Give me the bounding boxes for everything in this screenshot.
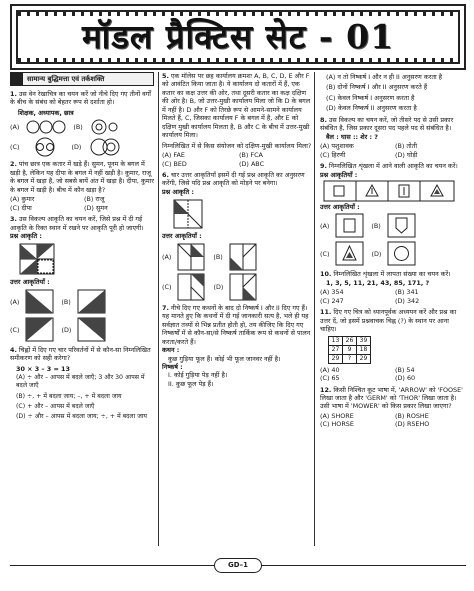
answer-figures-row-2 [10, 317, 154, 343]
problem-figure-icon [172, 198, 206, 230]
grid-row [329, 354, 371, 363]
question-text: पांच छात्र एक कतार में खड़े हैं। सुमन, पूनम के बगल में खड़ी है, लेकिन यह दीपा के बगल में नहीं खड़ी है। कुमार, राजू के बगल में खड़ा है, जो सबसे बायें अंत में खड़ा है। दीपा, कुमार के बगल में खड़ी है। बीच में कौन खड़ा है? [10, 160, 154, 194]
answer-figures-row-2 [162, 273, 312, 301]
option-b: (B) तोती [395, 142, 417, 151]
option-b: (B) राजू [84, 195, 105, 204]
option-c: (C) + और – आपस में बदले जाएँ [16, 402, 95, 410]
question-number: 1. [10, 90, 17, 98]
grid-row [329, 336, 371, 345]
option-a: (A) ÷ और – आपस में बदले जाएँ; 3 और 30 आपस में बदले जाएँ [16, 374, 145, 390]
title-banner [10, 4, 466, 70]
answer-figures-label: उत्तर आकृतियाँ : [162, 232, 202, 241]
option-d: (D) ÷ और – आपस में बदला जाय; ÷, + में बदला जाय [16, 413, 147, 420]
column-3 [320, 72, 466, 546]
grid-cell: 29 [357, 354, 371, 363]
option-d: (D) 60 [395, 374, 416, 383]
option-c: (C) 65 [320, 374, 340, 383]
option-a: (A) न तो निष्कर्ष I और न ही II अनुसरण करता है [326, 73, 443, 81]
question-number: 9. [320, 162, 327, 171]
option-b: (B) 341 [395, 288, 419, 297]
conclusion-label: निष्कर्ष : [162, 362, 183, 371]
conclusion-1: I. कोई गुड़िया पेड़ नहीं है। [168, 371, 228, 380]
answer-figures-row-1 [10, 289, 154, 315]
option-c: (C) 247 [320, 296, 344, 305]
question-9 [320, 162, 466, 267]
question-2 [10, 160, 154, 212]
column-2 [162, 72, 312, 546]
problem-figures-label: प्रश्न आकृतियाँ : [320, 170, 358, 179]
option-b-label: (B) [371, 222, 381, 231]
option-c-label: (C) [162, 282, 172, 291]
option-a-label: (A) [10, 297, 20, 306]
option-a-label: (A) [320, 222, 330, 231]
question-text: उस विकल्प का चयन करें, जो तीसरे पद से उसी प्रकार संबंधित है, जिस प्रकार दूसरा पद पहले पद से संबंधित है। [320, 115, 454, 133]
statement-text: कुछ गुड़िया फूल हैं। कोई भी फूल जानवर नहीं है। [168, 354, 281, 363]
question-11 [320, 308, 466, 382]
options [10, 195, 154, 212]
question-number: 11. [320, 308, 332, 317]
option-b: (B) 54 [395, 365, 415, 374]
grid-cell: ? [343, 354, 357, 363]
question-6 [162, 171, 312, 301]
question-text: नीचे दिए गए कथनों के बाद दो निष्कर्ष I और II दिए गए हैं। यह मानते हुए कि कथनों में दी गई जानकारी सत्य है, भले ही यह सर्वज्ञात तथ्यों से भिन्न प्रतीत होती हो, तय कीजिए कि दिए गए निष्कर्षों में से कौन-सा/से निष्कर्ष तार्किक रूप से कथनों से पालन करता/करते हैं। [162, 303, 311, 346]
question-text: उस विकल्प आकृति का चयन करें, जिसे प्रश्न में दी गई आकृति के रिक्त स्थान में रखने पर आकृति पूरी हो जाएगी। [10, 215, 144, 232]
question-7-options [320, 73, 466, 113]
question-text: उस वेन रेखाचित्र का चयन करें जो नीचे दिए गए तीनों वर्गों के बीच के संबंध को बेहतर रूप से दर्शाता हो। [10, 90, 151, 107]
venn-options-row-2 [10, 137, 154, 157]
question-number: 8. [320, 115, 327, 124]
option-d: (D) RSEHO [395, 420, 430, 429]
problem-figure-icon [18, 242, 58, 276]
option-b-label: (B) [73, 123, 83, 132]
page-footer [10, 556, 466, 576]
answer-figures-label: उत्तर आकृतियाँ : [320, 202, 360, 211]
option-c-label: (C) [10, 143, 20, 152]
question-3 [10, 215, 154, 343]
problem-figure-label: प्रश्न आकृति : [10, 231, 42, 240]
question-number: 2. [10, 160, 17, 169]
option-b: (B) FCA [239, 151, 263, 160]
option-b: (B) दोनों निष्कर्ष I और II अनुसरण करते हैं [326, 83, 428, 92]
conclusion-2: II. कुछ फूल पेड़ हैं। [168, 379, 214, 388]
option-c: (C) केवल निष्कर्ष I अनुसरण करता है [326, 93, 415, 102]
venn-b-icon [89, 119, 119, 135]
question-8 [320, 116, 466, 159]
option-a: (A) SHORE [320, 411, 354, 420]
option-c-label: (C) [320, 250, 330, 259]
option-d-label: (D) [71, 143, 82, 152]
answer-figure-b-icon [77, 289, 107, 315]
question-7 [162, 304, 312, 389]
title-border [16, 10, 460, 64]
page-number: GD–1 [214, 558, 262, 573]
option-d-label: (D) [61, 325, 72, 334]
question-columns [10, 72, 466, 546]
question-text: एक मॉलेस पर छह कार्यालय क्रमशः A, B, C, D, E और F को आवंटित किया जाता है। ये कार्यालय दो कतारों में हैं, एक कतार का कक्ष उत्तर की ओर, तथा दूसरी कतार का कक्ष दक्षिण की ओर है। B, जो उत्तर-मुखी कार्यालय मिला जो कि D के बगल में नहीं है। D और F को तिरछे रूप से आमने-सामने कार्यालय मिलते हैं, C, जिसका कार्यालय F के बगल में है, और E को दक्षिण मुखी कार्यालय मिलता है, B और C के बीच में उत्तर-मुखी कार्यालय मिला। [162, 72, 311, 140]
question-number: 7. [162, 303, 169, 312]
question-text: चिह्नों में दिए गए चार परिवर्तनों में से कौन-सा निम्नलिखित समीकरण को सही करेगा? [10, 345, 151, 363]
option-c-label: (C) [10, 325, 20, 334]
options [320, 412, 466, 429]
venn-options-row-1 [10, 119, 154, 135]
answer-figure-a-icon [25, 289, 55, 315]
option-a: (A) 354 [320, 288, 344, 297]
option-d: (D) ABC [239, 159, 265, 168]
grid-cell: 9 [343, 345, 357, 354]
option-b-label: (B) [61, 297, 71, 306]
venn-a-icon [25, 119, 67, 135]
question-1 [10, 90, 154, 157]
option-c: (C) हिरणी [320, 150, 346, 159]
section-heading-label: सामान्य बुद्धिमत्ता एवं तर्कशक्ति [27, 74, 105, 83]
question-text: दिए गए चित्र को ध्यानपूर्वक अध्ययन करें और प्रश्न का उत्तर दें, जो इसमें प्रश्नवाचक चिह्न (?) के स्थान पर आना चाहिए। [320, 308, 457, 334]
option-d: (D) सुमन [84, 203, 108, 212]
answer-figure-c-icon [25, 317, 55, 343]
options [320, 142, 466, 159]
answer-figures-label: उत्तर आकृतियाँ : [10, 278, 50, 287]
option-a: (A) कुमार [10, 195, 35, 204]
answer-figure-d-icon [77, 317, 107, 343]
answer-figure-a-icon [335, 213, 365, 239]
question-number: 4. [10, 345, 17, 354]
question-number: 5. [162, 72, 169, 80]
equation: 30 × 3 – 3 = 13 [16, 364, 70, 373]
option-a: (A) FAE [162, 151, 185, 160]
question-text: निम्नलिखित शृंखला में आने वाली आकृति का चयन करें। [328, 162, 458, 171]
answer-figure-b-icon [229, 243, 259, 271]
option-b: (B) ROSHE [395, 411, 429, 420]
question-number: 10. [320, 270, 332, 279]
option-c: (C) HORSE [320, 420, 354, 429]
answer-figure-c-icon [177, 273, 207, 301]
question-5 [162, 72, 312, 168]
grid-cell: 26 [343, 336, 357, 345]
venn-c-icon [25, 137, 65, 157]
question-number: 6. [162, 170, 169, 179]
grid-cell: 39 [357, 336, 371, 345]
options [320, 366, 466, 383]
option-d: (D) केवल निष्कर्ष II अनुसरण करता है [326, 104, 417, 113]
question-4 [10, 346, 154, 421]
options [320, 288, 466, 305]
option-a-label: (A) [10, 123, 20, 132]
option-a: (A) पशुशावक [320, 142, 354, 151]
grid-cell: 13 [329, 336, 343, 345]
option-d: (D) 342 [395, 296, 420, 305]
option-c: (C) दीपा [10, 203, 32, 212]
venn-d-icon [87, 137, 123, 157]
option-a: (A) 40 [320, 365, 340, 374]
answer-figures-row-1 [320, 213, 466, 239]
options [162, 151, 312, 168]
problem-figures-icon [320, 179, 458, 203]
option-d-label: (D) [371, 250, 382, 259]
section-heading [10, 72, 154, 86]
option-c: (C) BED [162, 159, 187, 168]
statement-label: कथन : [162, 346, 180, 355]
page-title: मॉडल प्रैक्टिस सेट - 01 [81, 17, 395, 57]
question-10 [320, 270, 466, 305]
heading-marker [11, 73, 23, 85]
answer-figure-b-icon [387, 213, 417, 239]
analogy-pair: बैल : घास :: शेर : ? [326, 132, 378, 141]
question-text: निम्नलिखित शृंखला में लापता संख्या का चयन करें। [333, 270, 451, 279]
grid-cell: 27 [329, 345, 343, 354]
option-d-label: (D) [213, 282, 224, 291]
question-12 [320, 386, 466, 429]
number-grid [328, 336, 371, 364]
answer-figure-a-icon [177, 243, 207, 271]
grid-row [329, 345, 371, 354]
option-b-label: (B) [213, 252, 223, 261]
answer-figure-d-icon [229, 273, 259, 301]
answer-figures-row-1 [162, 243, 312, 271]
grid-cell: 29 [329, 354, 343, 363]
question-number: 3. [10, 215, 17, 224]
answer-figure-d-icon [387, 241, 417, 267]
number-series: 1, 3, 5, 11, 21, 43, 85, 171, ? [326, 278, 430, 287]
question-text: चार उत्तर आकृतियाँ इसमें दी गई प्रश्न आकृति का अनुसरण करेंगी, जिसे यदि प्रश्न आकृति को मोड़ने पर बनेगा। [162, 170, 305, 188]
question-text: किसी निश्चित कूट भाषा में, 'ARROW' को 'FOOSE' लिखा जाता है और 'GERM' को 'THOR' लिखा जाता है। उसी भाषा में 'MOWER' को किस प्रकार लिखा जाएगा? [320, 385, 463, 411]
grid-cell: 18 [357, 345, 371, 354]
question-number: 12. [320, 385, 332, 394]
answer-figures-row-2 [320, 241, 466, 267]
question-prompt: निम्नलिखित में से किस संयोजन को दक्षिण-मुखी कार्यालय मिला? [162, 141, 312, 150]
column-1 [10, 72, 154, 546]
option-d: (D) घोड़ी [395, 150, 418, 159]
question-terms: शिक्षक, अध्यापक, छात्र [18, 108, 74, 117]
problem-figure-label: प्रश्न आकृति : [162, 187, 194, 196]
answer-figure-c-icon [335, 241, 365, 267]
option-b: (B) ÷, + में बदला जाय; –, + में बदला जाय [16, 392, 122, 400]
option-a-label: (A) [162, 252, 172, 261]
